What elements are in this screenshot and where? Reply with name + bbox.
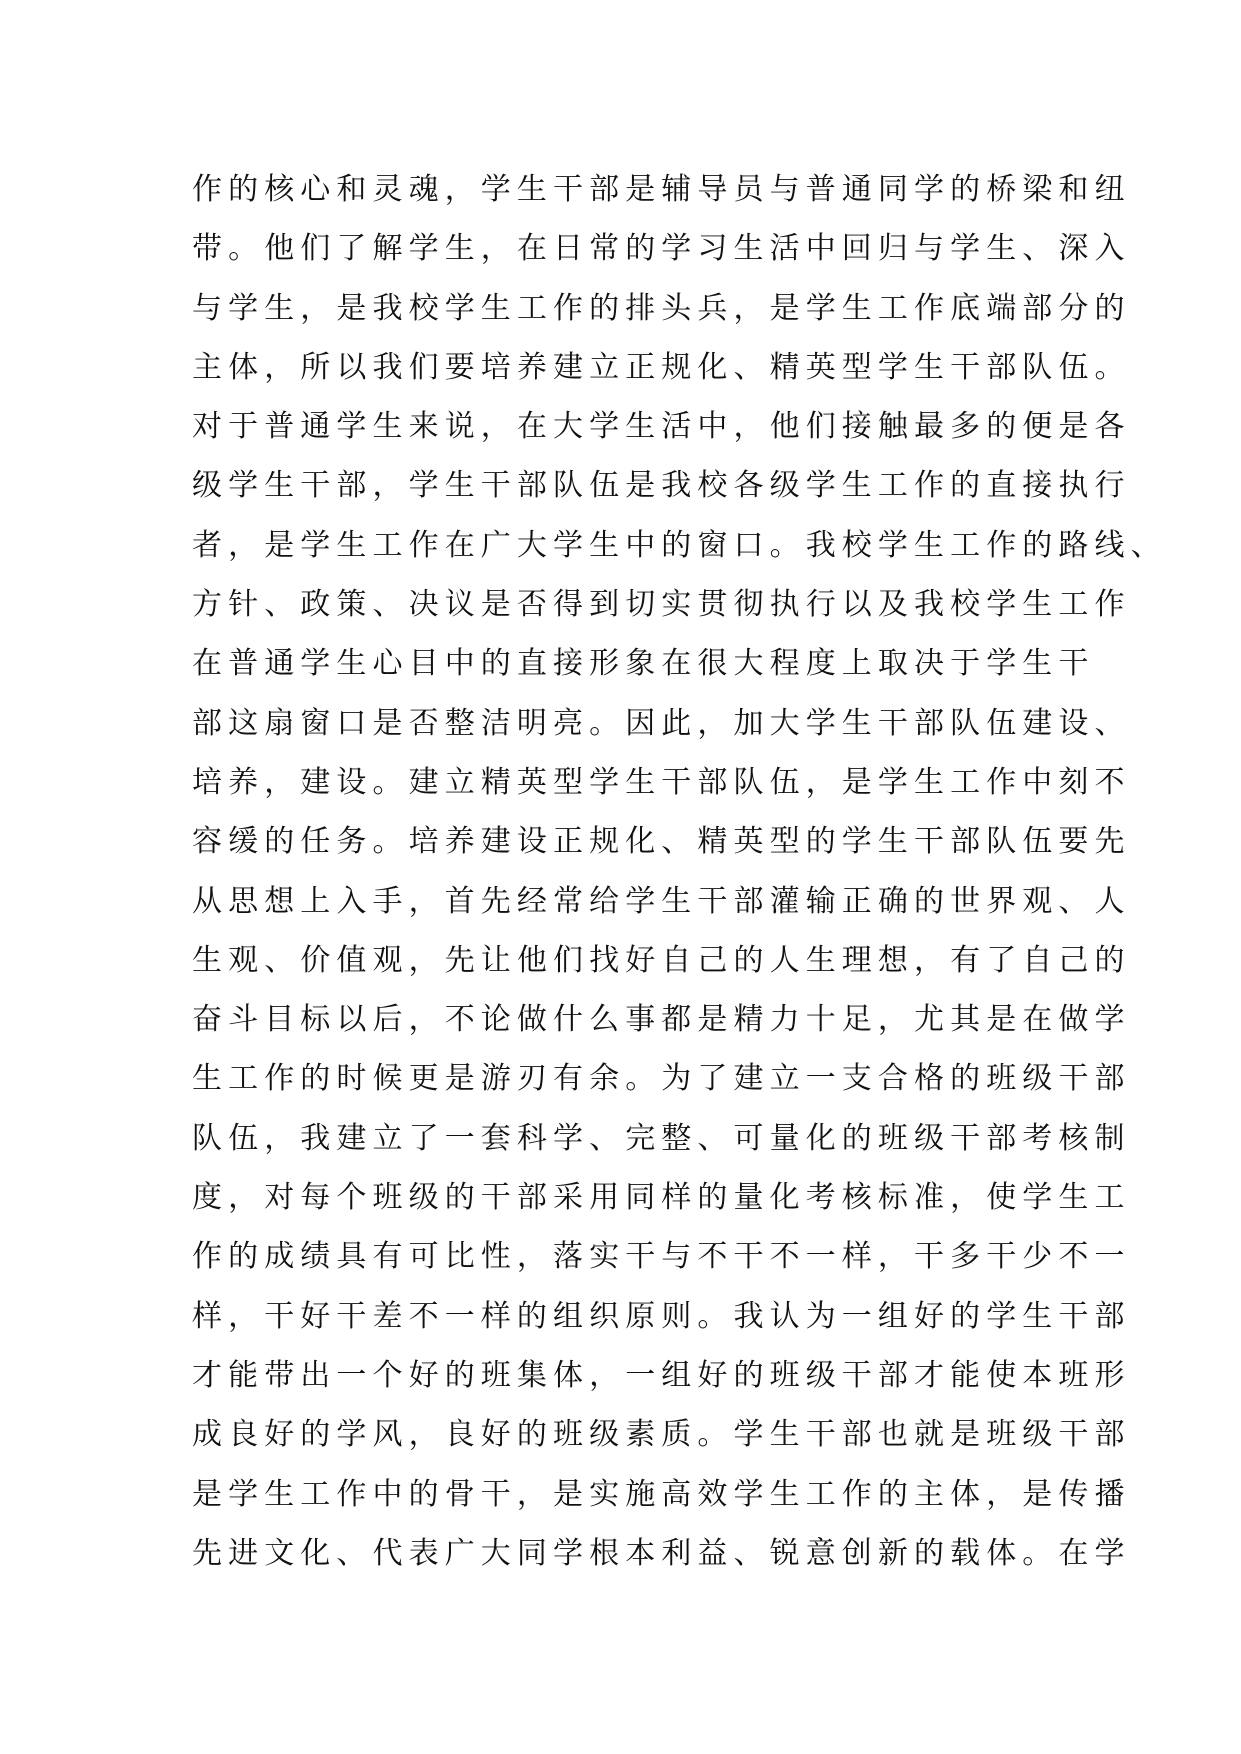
- text-line: 先进文化、代表广大同学根本利益、锐意创新的载体。在学: [192, 1535, 1131, 1571]
- text-line: 奋斗目标以后，不论做什么事都是精力十足，尤其是在做学: [192, 1002, 1131, 1038]
- text-line: 作的成绩具有可比性，落实干与不干不一样，干多干少不一: [192, 1239, 1131, 1275]
- text-line: 生观、价值观，先让他们找好自己的人生理想，有了自己的: [192, 942, 1131, 978]
- text-line: 级学生干部，学生干部队伍是我校各级学生工作的直接执行: [192, 468, 1131, 504]
- body-text: [192, 160, 1167, 1583]
- text-line: 队伍，我建立了一套科学、完整、可量化的班级干部考核制: [192, 1120, 1131, 1156]
- text-line: 带。他们了解学生，在日常的学习生活中回归与学生、深入: [192, 231, 1131, 267]
- text-line: 方针、政策、决议是否得到切实贯彻执行以及我校学生工作: [192, 587, 1131, 623]
- text-line: 作的核心和灵魂，学生干部是辅导员与普通同学的桥梁和纽: [192, 172, 1131, 207]
- text-line: 生工作的时候更是游刃有余。为了建立一支合格的班级干部: [192, 1061, 1131, 1097]
- text-line: 样，干好干差不一样的组织原则。我认为一组好的学生干部: [192, 1298, 1131, 1334]
- text-line: 部这扇窗口是否整洁明亮。因此，加大学生干部队伍建设、: [192, 705, 1131, 741]
- text-line: 从思想上入手，首先经常给学生干部灌输正确的世界观、人: [192, 883, 1131, 919]
- text-line: 才能带出一个好的班集体，一组好的班级干部才能使本班形: [192, 1357, 1131, 1393]
- text-line: 在普通学生心目中的直接形象在很大程度上取决于学生干: [192, 646, 1095, 682]
- text-line: 者，是学生工作在广大学生中的窗口。我校学生工作的路线、: [192, 527, 1167, 563]
- text-line: 对于普通学生来说，在大学生活中，他们接触最多的便是各: [192, 409, 1131, 445]
- text-line: 是学生工作中的骨干，是实施高效学生工作的主体，是传播: [192, 1476, 1131, 1512]
- text-line: 主体，所以我们要培养建立正规化、精英型学生干部队伍。: [192, 349, 1131, 385]
- text-line: 与学生，是我校学生工作的排头兵，是学生工作底端部分的: [192, 290, 1131, 326]
- text-line: 容缓的任务。培养建设正规化、精英型的学生干部队伍要先: [192, 824, 1131, 860]
- text-line: 度，对每个班级的干部采用同样的量化考核标准，使学生工: [192, 1180, 1131, 1216]
- text-line: 培养，建设。建立精英型学生干部队伍，是学生工作中刻不: [192, 764, 1131, 800]
- text-line: 成良好的学风，良好的班级素质。学生干部也就是班级干部: [192, 1417, 1131, 1453]
